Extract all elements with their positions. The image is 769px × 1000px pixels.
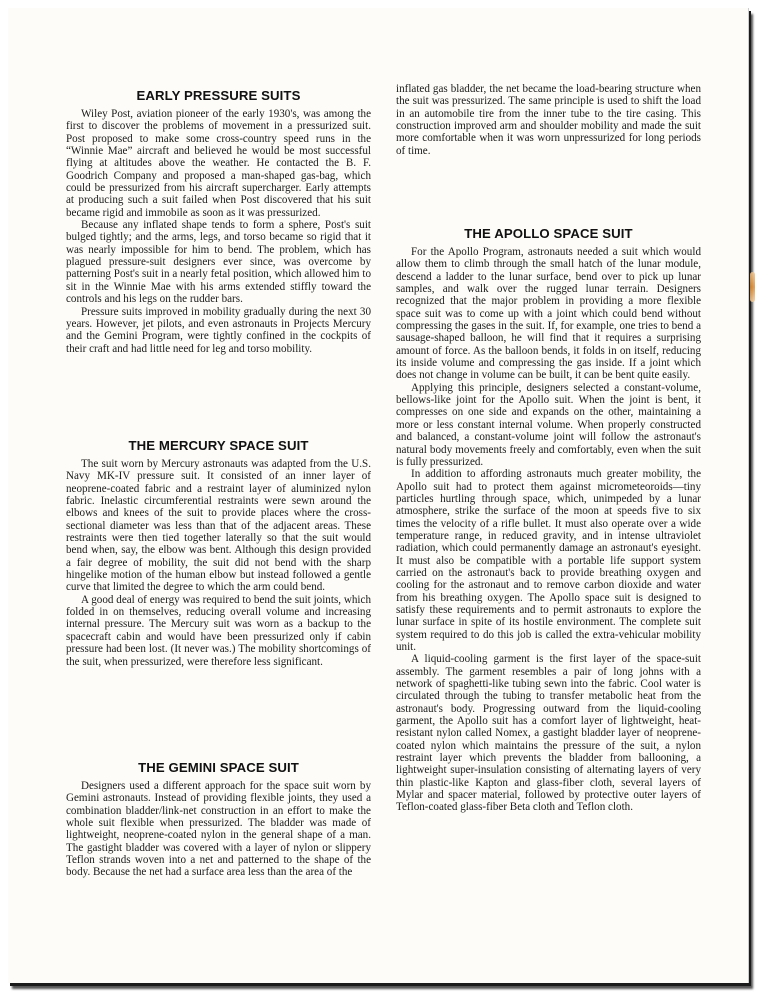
paragraph: Applying this principle, designers selected a constant-volume, bellows-like joint for the Apollo suit. When the joint is bent, it compresses on one side and expands on the other, maintaining a more or less constant internal volume. When properly constructed and balanced, a constant-volume joint will follow the astronaut's natural body movements freely and comfortably, even when the suit is fully pressurized.	[396, 381, 701, 468]
paragraph: Because any inflated shape tends to form a sphere, Post's suit bulged tightly; and the arms, legs, and torso became so rigid that it was nearly impossible for him to bend. The problem, which has plagued pressure-suit designers ever since, was overcome by patterning Post's suit in a nearly fetal position, which allowed him to sit in the Winnie Mae with his arms extended stiffly toward the controls and his legs on the rudder bars.	[66, 219, 371, 306]
section-apollo-space-suit	[396, 246, 701, 814]
paragraph: A good deal of energy was required to bend the suit joints, which folded in on themselves, reducing overall volume and increasing internal pressure. The Mercury suit was worn as a backup to the spacecraft cabin and would have been pressurized only if cabin pressure had been lost. (It never was.) The mobility shortcomings of the suit, when pressurized, were therefore less significant.	[66, 593, 371, 668]
paragraph: In addition to affording astronauts much greater mobility, the Apollo suit had to protect them against micrometeoroids—tiny particles hurtling through space, which, unimpeded by a lunar atmosphere, strike the surface of the moon at speeds five to six times the velocity of a rifle bullet. It must also operate over a wide temperature range, in reduced gravity, and in intense ultraviolet radiation, which could permanently damage an astronaut's eyesight. It must also be compatible with a portable life support system carried on the astronaut's back to provide breathing oxygen and cooling for the astronaut and to remove carbon dioxide and water from his breathing oxygen. The Apollo space suit is designed to satisfy these requirements and to permit astronauts to explore the lunar surface in spite of its hostile environment. The complete suit system required to do this job is called the extra-vehicular mobility unit.	[396, 468, 701, 653]
paragraph: A liquid-cooling garment is the first layer of the space-suit assembly. The garment resembles a pair of long johns with a network of spaghetti-like tubing sewn into the fabric. Cool water is circulated through the tubing to transfer metabolic heat from the astronaut's body. Progressing outward from the liquid-cooling garment, the Apollo suit has a comfort layer of lightweight, heat-resistant nylon called Nomex, a gastight bladder layer of neoprene-coated nylon which maintains the pressure of the suit, a nylon restraint layer which prevents the bladder from ballooning, a lightweight super-insulation consisting of alternating layers of very thin plastic-like Kapton and glass-fiber cloth, several layers of Mylar and spacer material, followed by protective outer layers of Teflon-coated glass-fiber Beta cloth and Teflon cloth.	[396, 653, 701, 814]
page-stain	[750, 272, 755, 302]
document-page	[8, 8, 749, 983]
heading-early-pressure-suits: EARLY PRESSURE SUITS	[136, 88, 301, 103]
section-gemini-space-suit	[66, 780, 371, 879]
paragraph: For the Apollo Program, astronauts needed a suit which would allow them to climb through the small hatch of the lunar module, descend a ladder to the lunar surface, bend over to pick up lunar samples, and walk over the rugged lunar terrain. Designers recognized that the major problem in providing a more flexible space suit was to come up with a joint which could bend without compressing the gases in the suit. If, for example, one tries to bend a sausage-shaped balloon, he will find that it requires a surprising amount of force. As the balloon bends, it folds in on itself, reducing its inside volume and compressing the gas inside. If a joint which does not change in volume can be built, it can be bent quite easily.	[396, 246, 701, 382]
section-early-pressure-suits	[66, 108, 371, 355]
paragraph: Wiley Post, aviation pioneer of the early 1930's, was among the first to discover the problems of movement in a pressurized suit. Post proposed to make some cross-country speed runs in the “Winnie Mae” aircraft and believed he would be most successful flying at altitudes above the weather. He contacted the B. F. Goodrich Company and proposed a man-shaped gas-bag, which could be pressurized from his aircraft supercharger. Early attempts at producing such a suit failed when Post discovered that his suit became rigid and immobile as soon as it was pressurized.	[66, 108, 371, 219]
section-mercury-space-suit	[66, 458, 371, 668]
paragraph: Pressure suits improved in mobility gradually during the next 30 years. However, jet pilots, and even astronauts in Projects Mercury and the Gemini Program, were tightly confined in the cockpits of their craft and had little need for leg and torso mobility.	[66, 305, 371, 355]
heading-gemini-space-suit: THE GEMINI SPACE SUIT	[138, 760, 299, 775]
heading-apollo-space-suit: THE APOLLO SPACE SUIT	[464, 226, 633, 241]
paragraph: inflated gas bladder, the net became the load-bearing structure when the suit was pressurized. The same principle is used to shift the load in an automobile tire from the inner tube to the tire casing. This construction improved arm and shoulder mobility and made the suit more comfortable when it was worn unpressurized for long periods of time.	[396, 83, 701, 157]
section-gemini-continued	[396, 83, 701, 157]
paragraph: Designers used a different approach for the space suit worn by Gemini astronauts. Instead of providing flexible joints, they used a combination bladder/link-net construction in an effort to make the whole suit flexible when pressurized. The bladder was made of lightweight, neoprene-coated nylon in the general shape of a man. The gastight bladder was covered with a layer of nylon or slippery Teflon strands woven into a net and patterned to the shape of the body. Because the net had a surface area less than the area of the	[66, 780, 371, 879]
heading-mercury-space-suit: THE MERCURY SPACE SUIT	[128, 438, 309, 453]
paragraph: The suit worn by Mercury astronauts was adapted from the U.S. Navy MK-IV pressure suit. It consisted of an inner layer of neoprene-coated fabric and a restraint layer of aluminized nylon fabric. Inelastic circumferential restraints were sewn around the elbows and knees of the suit to provide places where the cross-sectional diameter was less than that of the adjacent areas. These restraints were then tied together laterally so that the suit would bend when, say, the elbow was bent. Although this design provided a fair degree of mobility, the suit did not bend with the sharp hingelike motion of the human elbow but instead followed a gentle curve that limited the degree to which the arm could bend.	[66, 458, 371, 594]
